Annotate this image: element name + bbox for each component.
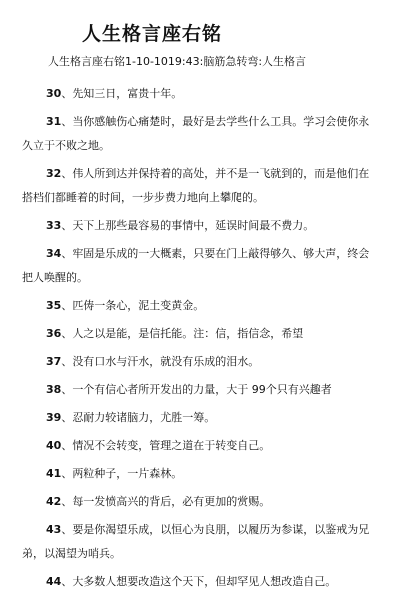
- page-subtitle: 人生格言座右铭1-10-1019:43:脑筋急转弯:人生格言: [48, 55, 307, 68]
- quote-number: 34: [46, 247, 62, 260]
- quote-number: 39: [46, 411, 62, 424]
- quote-list: [22, 82, 378, 594]
- quote-number: 42: [46, 495, 62, 508]
- quote-text: 忍耐力较诸脑力，尤胜一筹。: [72, 411, 216, 424]
- quote-item: 30、先知三日，富贵十年。: [46, 87, 183, 100]
- quote-number: 32: [46, 167, 62, 180]
- quote-item: 35、匹俦一条心，泥土变黄金。: [46, 299, 205, 312]
- quote-text: 天下上那些最容易的事情中，延误时间最不费力。: [72, 219, 315, 232]
- quote-text: 当你感触伤心痛楚时，最好是去学些什么工具。学习会使你永久立于不败之地。: [22, 115, 370, 152]
- quote-item: 37、没有口水与汗水，就没有乐成的泪水。: [46, 355, 260, 368]
- quote-text: 牢固是乐成的一大概素，只要在门上敲得够久、够大声，终会把人唤醒的。: [22, 247, 370, 284]
- quote-item: 34、牢固是乐成的一大概素，只要在门上敲得够久、够大声，终会把人唤醒的。: [22, 247, 370, 284]
- quote-number: 40: [46, 439, 62, 452]
- quote-number: 35: [46, 299, 62, 312]
- quote-text: 情况不会转变，管理之道在于转变自己。: [72, 439, 271, 452]
- quote-number: 43: [46, 523, 62, 536]
- quote-number: 30: [46, 87, 62, 100]
- quote-text: 大多数人想要改造这个天下，但却罕见人想改造自己。: [72, 575, 337, 588]
- quote-item: 32、伟人所到达并保持着的高处，并不是一飞就到的，而是他们在搭档们都睡着的时间，一步步费力地向上攀爬的。: [22, 167, 370, 204]
- quote-item: 41、两粒种子，一片森林。: [46, 467, 183, 480]
- quote-item: 42、每一发愤高兴的背后，必有更加的赏赐。: [46, 495, 271, 508]
- quote-number: 33: [46, 219, 62, 232]
- quote-item: 31、当你感触伤心痛楚时，最好是去学些什么工具。学习会使你永久立于不败之地。: [22, 115, 370, 152]
- quote-number: 37: [46, 355, 62, 368]
- quote-text: 要是你渴望乐成，以恒心为良朋，以履历为参谋，以鉴戒为兄弟，以渴望为哨兵。: [22, 523, 370, 560]
- quote-item: 44、大多数人想要改造这个天下，但却罕见人想改造自己。: [46, 575, 337, 588]
- quote-text: 人之以是能，是信托能。注：信，指信念，希望: [72, 327, 304, 340]
- quote-item: 39、忍耐力较诸脑力，尤胜一筹。: [46, 411, 216, 424]
- quote-text: 先知三日，富贵十年。: [72, 87, 183, 100]
- quote-item: 38、一个有信心者所开发出的力量，大于 99个只有兴趣者: [46, 383, 332, 396]
- quote-number: 38: [46, 383, 62, 396]
- quote-text: 两粒种子，一片森林。: [72, 467, 183, 480]
- page-title: 人生格言座右铭: [82, 23, 223, 45]
- quote-text: 没有口水与汗水，就没有乐成的泪水。: [72, 355, 260, 368]
- quote-item: 33、天下上那些最容易的事情中，延误时间最不费力。: [46, 219, 315, 232]
- quote-number: 36: [46, 327, 62, 340]
- quote-text: 一个有信心者所开发出的力量，大于 99个只有兴趣者: [72, 383, 332, 396]
- quote-number: 31: [46, 115, 62, 128]
- quote-number: 41: [46, 467, 62, 480]
- quote-number: 44: [46, 575, 62, 588]
- quote-text: 每一发愤高兴的背后，必有更加的赏赐。: [72, 495, 271, 508]
- quote-text: 匹俦一条心，泥土变黄金。: [72, 299, 205, 312]
- quote-item: 40、情况不会转变，管理之道在于转变自己。: [46, 439, 271, 452]
- quote-item: 43、要是你渴望乐成，以恒心为良朋，以履历为参谋，以鉴戒为兄弟，以渴望为哨兵。: [22, 523, 370, 560]
- quote-item: 36、人之以是能，是信托能。注：信，指信念，希望: [46, 327, 304, 340]
- quote-text: 伟人所到达并保持着的高处，并不是一飞就到的，而是他们在搭档们都睡着的时间，一步步费力地向上攀爬的。: [22, 167, 370, 204]
